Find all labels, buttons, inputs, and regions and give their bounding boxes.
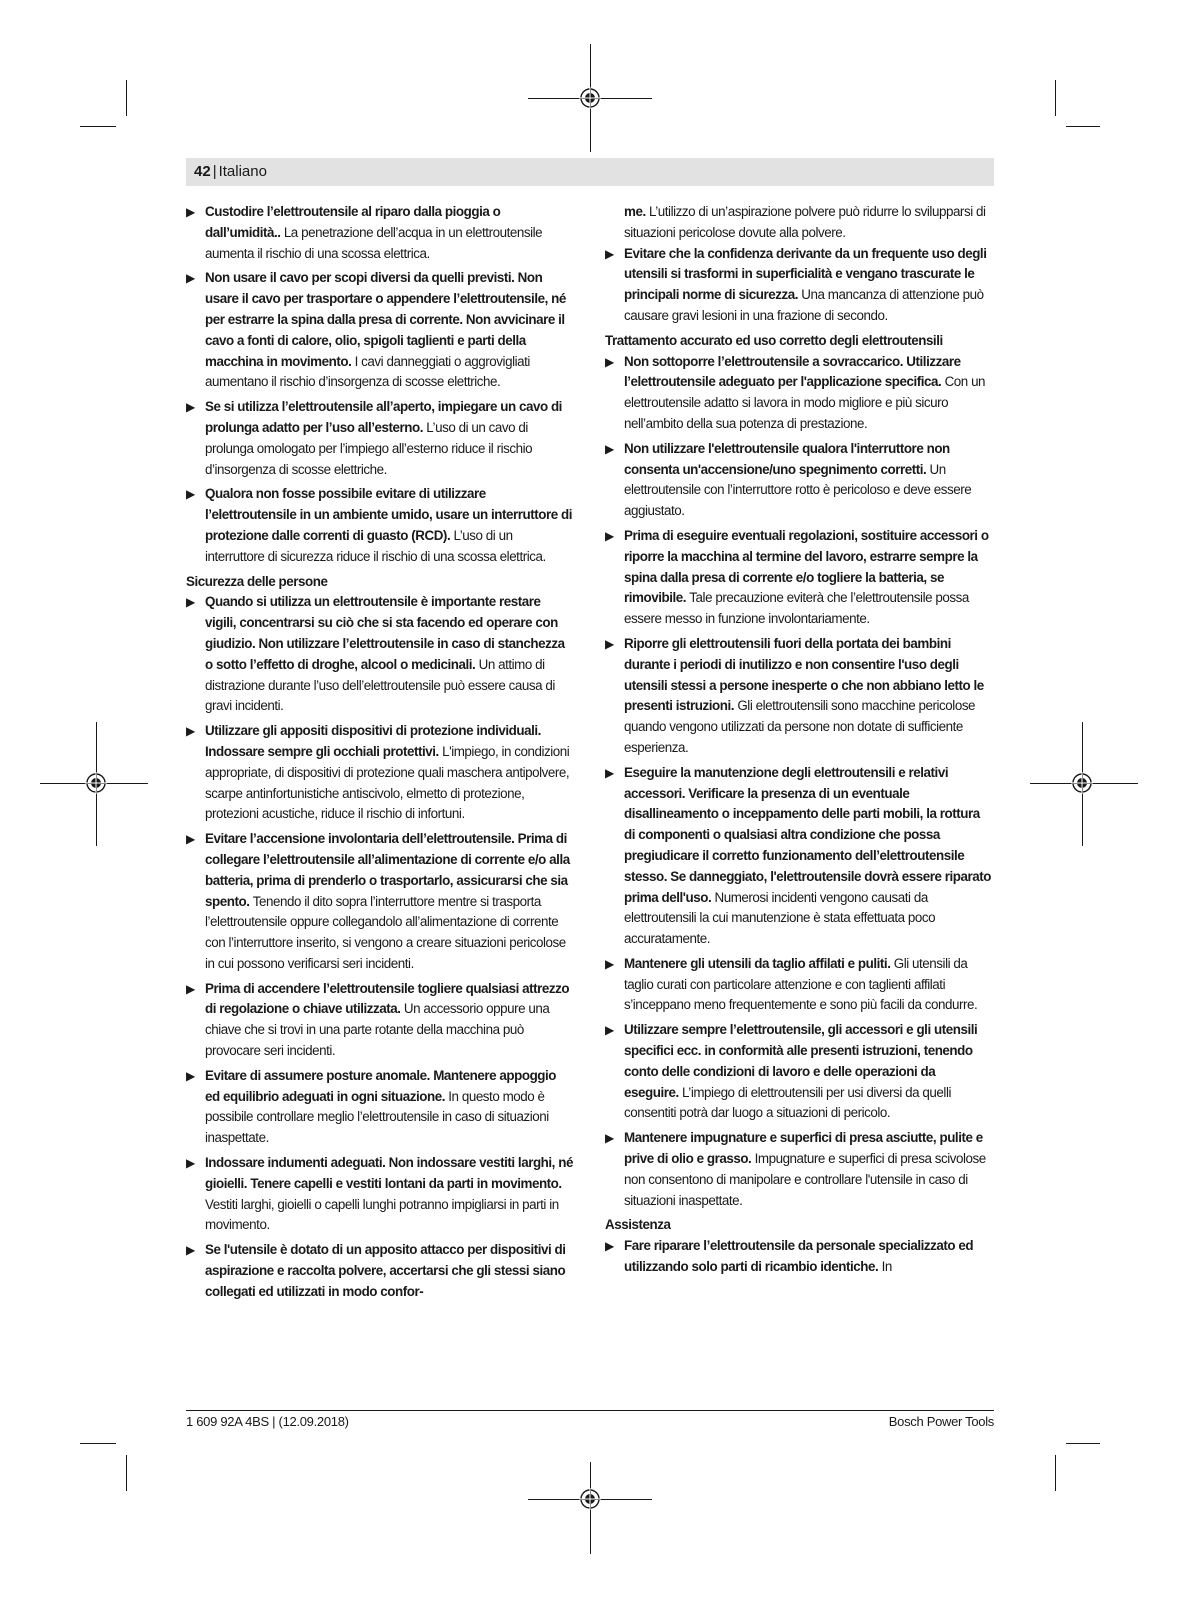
list-item bbox=[605, 244, 993, 327]
list-item bbox=[186, 268, 574, 393]
list-item-text bbox=[624, 954, 993, 1016]
footer-doc-id: 1 609 92A 4BS | (12.09.2018) bbox=[186, 1414, 349, 1429]
right-column bbox=[605, 202, 993, 1282]
continuation-text: L’utilizzo di un’aspirazione polvere può ridurre lo svilupparsi di situazioni pericolose dovute alla polvere. bbox=[624, 204, 986, 240]
crop-mark bbox=[1055, 80, 1056, 116]
list-item-bold: Utilizzare sempre l’elettroutensile, gli accessori e gli utensili specifici ecc. in conformità alle presenti istruzioni, tenendo conto delle condizioni di lavoro e delle operazioni da eseguire. bbox=[624, 1022, 978, 1100]
list-item-text bbox=[205, 1240, 574, 1302]
registration-target-icon bbox=[579, 1488, 601, 1510]
bullet-arrow-icon: ▶ bbox=[605, 528, 614, 543]
list-item bbox=[186, 484, 574, 567]
list-item bbox=[605, 763, 993, 950]
list-item bbox=[186, 721, 574, 825]
list-item-text bbox=[624, 439, 993, 522]
list-item-bold: Prima di accendere l’elettroutensile togliere qualsiasi attrezzo di regolazione o chiave utilizzata. bbox=[205, 980, 570, 1017]
list-item-text bbox=[205, 268, 574, 393]
bullet-arrow-icon: ▶ bbox=[186, 832, 195, 847]
list-item-bold: Eseguire la manutenzione degli elettroutensili e relativi accessori. Verificare la presenza di un eventuale disallineamento o inceppamento delle parti mobili, la rottura di componenti o qualsiasi altra condizione che possa pregiudicare il corretto funzionamento dell’elettroutensile stesso. Se danneggiato, l'elettroutensile dovrà essere riparato prima dell'uso. bbox=[624, 764, 992, 905]
list-item-normal: L’uso di un interruttore di sicurezza riduce il rischio di una scossa elettrica. bbox=[205, 527, 546, 564]
list-item-bold: Mantenere impugnature e superfici di presa asciutte, pulite e prive di olio e grasso. bbox=[624, 1130, 983, 1167]
list-item-text bbox=[205, 979, 574, 1062]
bullet-arrow-icon: ▶ bbox=[186, 487, 195, 502]
crop-mark bbox=[80, 126, 116, 127]
list-item-text bbox=[205, 397, 574, 480]
list-item-text bbox=[624, 1236, 993, 1278]
list-item bbox=[605, 1128, 993, 1211]
list-item-normal: Impugnature e superfici di presa scivolose non consentono di manipolare e controllare l'utensile in caso di situazioni inaspettate. bbox=[624, 1151, 986, 1208]
list-item-bold: Fare riparare l’elettroutensile da personale specializzato ed utilizzando solo parti di ricambio identiche. bbox=[624, 1238, 974, 1275]
list-item-text bbox=[624, 244, 993, 327]
list-item-normal: Un attimo di distrazione durante l’uso dell’elettroutensile può essere causa di gravi incidenti. bbox=[205, 656, 555, 714]
list-item bbox=[186, 829, 574, 975]
list-item bbox=[605, 1020, 993, 1124]
page-number: 42 bbox=[194, 163, 211, 180]
list-item-bold: Custodire l’elettroutensile al riparo dalla pioggia o dall’umidità.. bbox=[205, 204, 501, 240]
list-item bbox=[186, 1153, 574, 1236]
left-column bbox=[186, 202, 574, 1307]
list-item-bold: Non sottoporre l’elettroutensile a sovraccarico. Utilizzare l’elettroutensile adeguato per l'applicazione specifica. bbox=[624, 353, 961, 390]
bullet-arrow-icon: ▶ bbox=[186, 724, 195, 739]
list-item-bold: Evitare l’accensione involontaria dell’elettroutensile. Prima di collegare l’elettroutensile all’alimentazione di corrente e/o alla batteria, prima di prenderlo o trasportarlo, assicurarsi che sia spento. bbox=[205, 831, 570, 909]
list-item-text bbox=[205, 592, 574, 717]
list-item bbox=[605, 634, 993, 759]
list-item-bold: Evitare che la confidenza derivante da un frequente uso degli utensili si trasformi in superficialità e vengano trascurate le principali norme di sicurezza. bbox=[624, 245, 987, 303]
list-item bbox=[186, 202, 574, 264]
bullet-arrow-icon: ▶ bbox=[605, 956, 614, 971]
list-item-bold: Se l'utensile è dotato di un apposito attacco per dispositivi di aspirazione e raccolta polvere, accertarsi che gli stessi siano collegati ed utilizzati in modo confor- bbox=[205, 1242, 566, 1299]
list-item-normal: Un elettroutensile con l’interruttore rotto è pericoloso e deve essere aggiustato. bbox=[624, 461, 972, 519]
bullet-arrow-icon: ▶ bbox=[186, 1068, 195, 1083]
list-item-text bbox=[205, 202, 574, 264]
crop-mark bbox=[126, 1455, 127, 1491]
bullet-arrow-icon: ▶ bbox=[186, 1243, 195, 1258]
list-item-bold: Utilizzare gli appositi dispositivi di protezione individuali. Indossare sempre gli occhiali protettivi. bbox=[205, 723, 541, 759]
list-item-normal: Con un elettroutensile adatto si lavora in modo migliore e più sicuro nell’ambito della sua potenza di prestazione. bbox=[624, 374, 986, 431]
bullet-arrow-icon: ▶ bbox=[186, 271, 195, 286]
bullet-arrow-icon: ▶ bbox=[605, 1239, 614, 1254]
bullet-arrow-icon: ▶ bbox=[605, 354, 614, 369]
registration-target-icon bbox=[1071, 772, 1093, 794]
list-item-normal: L’uso di un cavo di prolunga omologato per l’impiego all’esterno riduce il rischio d’insorgenza di scosse elettriche. bbox=[205, 419, 533, 477]
list-item-normal: L’impiego di elettroutensili per usi diversi da quelli consentiti potrà dar luogo a situazioni di pericolo. bbox=[624, 1084, 951, 1121]
registration-target-icon bbox=[85, 772, 107, 794]
list-item bbox=[605, 526, 993, 630]
list-item-normal: L'impiego, in condizioni appropriate, di dispositivi di protezione quali maschera antipolvere, scarpe antinfortunistiche antiscivolo, elmetto di protezione, protezioni acustiche, riduce il rischio di infortuni. bbox=[205, 743, 570, 822]
right-items-assistenza bbox=[605, 1236, 993, 1278]
bullet-arrow-icon: ▶ bbox=[605, 1131, 614, 1146]
list-item-text bbox=[624, 1128, 993, 1211]
list-item-bold: Prima di eseguire eventuali regolazioni, sostituire accessori o riporre la macchina al termine del lavoro, estrarre sempre la spina dalla presa di corrente e/o togliere la batteria, se rimovibile. bbox=[624, 527, 989, 606]
registration-target-icon bbox=[579, 87, 601, 109]
list-item-normal: In bbox=[881, 1259, 892, 1275]
header-bar bbox=[186, 158, 994, 186]
list-item-text bbox=[624, 352, 993, 435]
list-item-bold: Se si utilizza l’elettroutensile all’aperto, impiegare un cavo di prolunga adatto per l’uso all’esterno. bbox=[205, 399, 562, 435]
list-item-bold: Non usare il cavo per scopi diversi da quelli previsti. Non usare il cavo per trasportare o appendere l’elettroutensile, né per estrarre la spina dalla presa di corrente. Non avvicinare il cavo a fonti di calore, olio, spigoli taglienti e parti della macchina in movimento. bbox=[205, 270, 566, 369]
footer-rule bbox=[186, 1410, 994, 1411]
bullet-arrow-icon: ▶ bbox=[186, 1156, 195, 1171]
right-items bbox=[605, 244, 993, 327]
list-item-text bbox=[205, 721, 574, 825]
bullet-arrow-icon: ▶ bbox=[605, 1023, 614, 1038]
list-item-bold: Quando si utilizza un elettroutensile è importante restare vigili, concentrarsi su ciò che si sta facendo ed operare con giudizio. Non utilizzare l’elettroutensile in caso di stanchezza o sotto l’effetto di droghe, alcool o medicinali. bbox=[205, 594, 565, 672]
list-item bbox=[605, 1236, 993, 1278]
crop-mark bbox=[126, 80, 127, 116]
list-item-normal: Gli elettroutensili sono macchine pericolose quando vengono utilizzati da persone non dotate di sufficiente esperienza. bbox=[624, 698, 976, 755]
continuation-bold: me. bbox=[624, 204, 649, 219]
left-items-persone bbox=[186, 592, 574, 1302]
page-header bbox=[194, 162, 267, 182]
bullet-arrow-icon: ▶ bbox=[605, 765, 614, 780]
bullet-arrow-icon: ▶ bbox=[186, 981, 195, 996]
section-heading-trattamento: Trattamento accurato ed uso corretto degli elettroutensili bbox=[605, 332, 943, 348]
list-item bbox=[186, 1240, 574, 1302]
crop-mark bbox=[80, 1443, 116, 1444]
list-item-normal: Gli utensili da taglio curati con particolare attenzione e con taglienti affilati s’inceppano meno frequentemente e sono più facili da condurre. bbox=[624, 955, 978, 1013]
list-item-normal: Una mancanza di attenzione può causare gravi lesioni in una frazione di secondo. bbox=[624, 287, 984, 323]
list-item-text bbox=[624, 1020, 993, 1124]
bullet-arrow-icon: ▶ bbox=[605, 636, 614, 651]
list-item-text bbox=[205, 1066, 574, 1149]
list-item-normal: Un accessorio oppure una chiave che si trovi in una parte rotante della macchina può provocare seri incidenti. bbox=[205, 1001, 550, 1059]
list-item-normal: Vestiti larghi, gioielli o capelli lunghi potranno impigliarsi in parti in movimento. bbox=[205, 1196, 559, 1233]
list-item-text bbox=[624, 526, 993, 630]
list-item-normal: Numerosi incidenti vengono causati da elettroutensili la cui manutenzione è stata effettuata poco accuratamente. bbox=[624, 889, 936, 947]
bullet-arrow-icon: ▶ bbox=[605, 246, 614, 261]
list-item-bold: Riporre gli elettroutensili fuori della portata dei bambini durante i periodi di inutilizzo e non consentire l'uso degli utensili stessi a persone inesperte o che non abbiano letto le presenti istruzioni. bbox=[624, 635, 984, 714]
list-item bbox=[186, 979, 574, 1062]
list-item-text bbox=[205, 484, 574, 567]
bullet-arrow-icon: ▶ bbox=[186, 400, 195, 415]
list-item-bold: Non utilizzare l'elettroutensile qualora l'interruttore non consenta un'accensione/uno spegnimento corretti. bbox=[624, 440, 950, 477]
bullet-arrow-icon: ▶ bbox=[186, 205, 195, 219]
footer-brand: Bosch Power Tools bbox=[888, 1414, 994, 1429]
list-item-bold: Qualora non fosse possibile evitare di utilizzare l’elettroutensile in un ambiente umido, usare un interruttore di protezione dalle correnti di guasto (RCD). bbox=[205, 486, 573, 543]
left-items bbox=[186, 202, 574, 568]
list-item-bold: Indossare indumenti adeguati. Non indossare vestiti larghi, né gioielli. Tenere capelli e vestiti lontani da parti in movimento. bbox=[205, 1155, 573, 1191]
section-heading-persone: Sicurezza delle persone bbox=[186, 573, 328, 589]
crop-mark bbox=[1055, 1455, 1056, 1491]
list-item bbox=[186, 397, 574, 480]
list-item-text bbox=[624, 763, 993, 950]
bullet-arrow-icon: ▶ bbox=[186, 595, 195, 610]
header-language: Italiano bbox=[218, 163, 267, 180]
list-item bbox=[186, 592, 574, 717]
crop-mark bbox=[1066, 126, 1100, 127]
list-item-normal: I cavi danneggiati o aggrovigliati aumentano il rischio d’insorgenza di scosse elettriche. bbox=[205, 353, 530, 390]
list-item-text bbox=[205, 1153, 574, 1236]
list-item-normal: La penetrazione dell’acqua in un elettroutensile aumenta il rischio di una scossa elettrica. bbox=[205, 224, 543, 261]
list-item-text bbox=[205, 829, 574, 975]
section-heading-assistenza: Assistenza bbox=[605, 1217, 671, 1233]
right-items-trattamento bbox=[605, 352, 993, 1212]
list-item-normal: Tale precauzione eviterà che l’elettroutensile possa essere messo in funzione involontariamente. bbox=[624, 590, 969, 627]
list-item-normal: Tenendo il dito sopra l’interruttore mentre si trasporta l’elettroutensile oppure collegandolo all’alimentazione di corrente con l’interruttore inserito, si vengono a creare situazioni pericolose in cui possono verificarsi seri incidenti. bbox=[205, 893, 566, 971]
list-item bbox=[605, 352, 993, 435]
continuation-paragraph bbox=[605, 202, 993, 244]
crop-mark bbox=[1066, 1443, 1100, 1444]
list-item bbox=[605, 954, 993, 1016]
list-item bbox=[605, 439, 993, 522]
list-item-bold: Evitare di assumere posture anomale. Mantenere appoggio ed equilibrio adeguati in ogni situazione. bbox=[205, 1067, 557, 1104]
list-item bbox=[186, 1066, 574, 1149]
list-item-bold: Mantenere gli utensili da taglio affilati e puliti. bbox=[624, 955, 894, 971]
header-separator: | bbox=[212, 163, 217, 180]
list-item-text bbox=[624, 634, 993, 759]
bullet-arrow-icon: ▶ bbox=[605, 441, 614, 456]
list-item-normal: In questo modo è possibile controllare meglio l’elettroutensile in caso di situazioni inaspettate. bbox=[205, 1088, 549, 1146]
